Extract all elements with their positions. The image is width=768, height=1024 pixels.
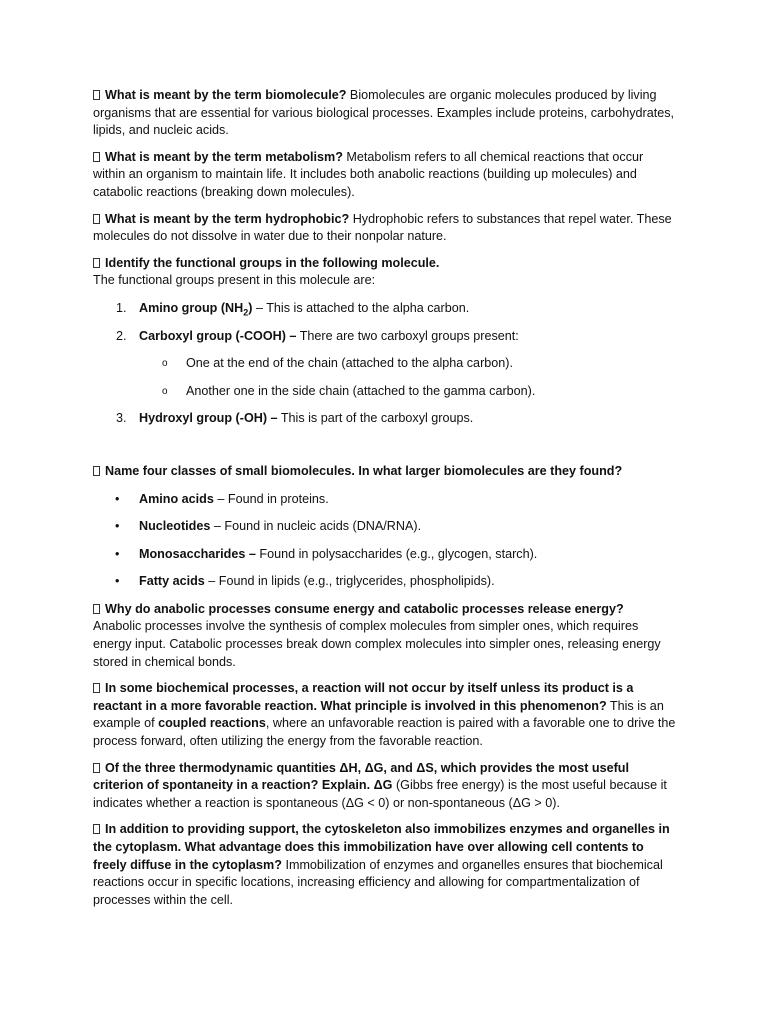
- question-text: What is meant by the term biomolecule?: [105, 88, 347, 102]
- qa-metabolism: [93, 149, 677, 202]
- item-text: – Found in lipids (e.g., triglycerides, phospholipids).: [204, 574, 495, 589]
- list-number: 3.: [116, 411, 127, 426]
- answer-text: Immobilization of enzymes and organelles ensures that biochemical reactions occur in specific locations, increasing efficiency and allowing for compartmentalization of processes within the cell.: [93, 857, 663, 907]
- item-label: Nucleotides: [139, 519, 211, 534]
- box-marker-icon: [93, 152, 100, 162]
- list-item: [93, 573, 677, 591]
- qa-thermodynamics: [93, 760, 677, 813]
- answer-text: Anabolic processes involve the synthesis of complex molecules from simpler ones, which requires energy input. Catabolic processes break down complex molecules into simpler ones, releasing energy stored in chemical bonds.: [93, 619, 661, 669]
- item-label: Monosaccharides –: [139, 546, 256, 561]
- question-text: Why do anabolic processes consume energy and catabolic processes release energy?: [105, 601, 624, 616]
- circle-bullet-icon: o: [162, 385, 168, 397]
- question-text: Of the three thermodynamic quantities ΔH, ΔG, and ΔS, which provides the most useful criterion of spontaneity in a reaction? Explain.: [93, 760, 629, 793]
- circle-bullet-icon: o: [162, 358, 168, 370]
- functional-group-list: [93, 300, 677, 428]
- qa-small-biomolecules: [93, 463, 677, 591]
- answer-text: (Gibbs free energy) is the most useful because it indicates whether a reaction is spontaneous (ΔG < 0) or non-spontaneous (ΔG > 0).: [93, 778, 667, 810]
- box-marker-icon: [93, 214, 100, 224]
- item-label: Amino acids: [139, 491, 214, 506]
- sub-item-text: Another one in the side chain (attached to the gamma carbon).: [186, 383, 536, 398]
- item-text: There are two carboxyl groups present:: [296, 328, 519, 343]
- question-text: In addition to providing support, the cytoskeleton also immobilizes enzymes and organelles in the cytoplasm. What advantage does this immobilization have over allowing cell contents to freely diffuse in the cytoplasm?: [93, 822, 670, 872]
- list-item: [93, 491, 677, 509]
- answer-text: , where an unfavorable reaction is paired with a favorable one to drive the process forward, often utilizing the energy from the favorable reaction.: [93, 716, 676, 749]
- question-text: In some biochemical processes, a reaction will not occur by itself unless its product is a reactant in a more favorable reaction. What principle is involved in this phenomenon?: [93, 681, 634, 713]
- box-marker-icon: [93, 763, 100, 773]
- item-text: – Found in proteins.: [213, 491, 329, 506]
- document-content: [93, 87, 677, 918]
- qa-biomolecule: [93, 87, 677, 140]
- answer-text: Metabolism refers to all chemical reactions that occur within an organism to maintain life. It includes both anabolic reactions (building up molecules) and catabolic reactions (breaking down molecules).: [93, 149, 644, 199]
- item-label: Fatty acids: [139, 574, 205, 589]
- box-marker-icon: [93, 258, 100, 268]
- item-text: Found in polysaccharides (e.g., glycogen, starch).: [255, 546, 538, 561]
- question-text: Identify the functional groups in the following molecule.: [105, 255, 440, 270]
- question-text: What is meant by the term metabolism?: [105, 149, 343, 164]
- answer-text: This is an example of: [93, 698, 664, 731]
- list-number: 2.: [116, 328, 127, 343]
- bullet-icon: •: [115, 491, 120, 506]
- box-marker-icon: [93, 90, 100, 100]
- item-text: – Found in nucleic acids (DNA/RNA).: [210, 519, 422, 534]
- answer-emphasis: ΔG: [370, 778, 393, 793]
- item-text: This is part of the carboxyl groups.: [277, 411, 474, 426]
- qa-functional-groups: [93, 255, 677, 428]
- qa-coupled-reactions: [93, 680, 677, 750]
- item-label: Amino group $(NH_2)$: [139, 300, 253, 318]
- list-item: [93, 328, 677, 401]
- box-marker-icon: [93, 683, 100, 693]
- box-marker-icon: [93, 604, 100, 614]
- box-marker-icon: [93, 466, 100, 476]
- sub-list-item: [93, 355, 677, 373]
- answer-emphasis: coupled reactions: [158, 716, 266, 731]
- bullet-icon: •: [115, 519, 120, 534]
- question-text: What is meant by the term hydrophobic?: [105, 211, 350, 226]
- qa-cytoskeleton: [93, 821, 677, 909]
- item-text: – This is attached to the alpha carbon.: [252, 300, 470, 315]
- list-item: [93, 546, 677, 564]
- item-label: Hydroxyl group (-OH) –: [139, 411, 278, 426]
- question-text: Name four classes of small biomolecules. In what larger biomolecules are they found?: [105, 463, 623, 478]
- list-item: [93, 518, 677, 536]
- qa-hydrophobic: [93, 211, 677, 246]
- answer-text: Biomolecules are organic molecules produced by living organisms that are essential for various biological processes. Examples include proteins, carbohydrates, lipids, and nucleic acids.: [93, 88, 675, 138]
- list-item: [93, 410, 677, 428]
- bullet-icon: •: [115, 574, 120, 589]
- bullet-icon: •: [115, 546, 120, 561]
- box-marker-icon: [93, 824, 100, 834]
- qa-anabolic-catabolic: [93, 601, 677, 671]
- biomolecule-class-list: [93, 491, 677, 591]
- sub-list: [93, 355, 677, 400]
- spacer: [93, 437, 677, 463]
- answer-intro: The functional groups present in this molecule are:: [93, 273, 376, 288]
- answer-text: Hydrophobic refers to substances that repel water. These molecules do not dissolve in water due to their nonpolar nature.: [93, 211, 672, 244]
- list-number: 1.: [116, 300, 127, 315]
- item-label: Carboxyl group (-COOH) –: [139, 328, 297, 343]
- list-item: [93, 300, 677, 318]
- sub-item-text: One at the end of the chain (attached to the alpha carbon).: [186, 356, 513, 371]
- sub-list-item: [93, 383, 677, 401]
